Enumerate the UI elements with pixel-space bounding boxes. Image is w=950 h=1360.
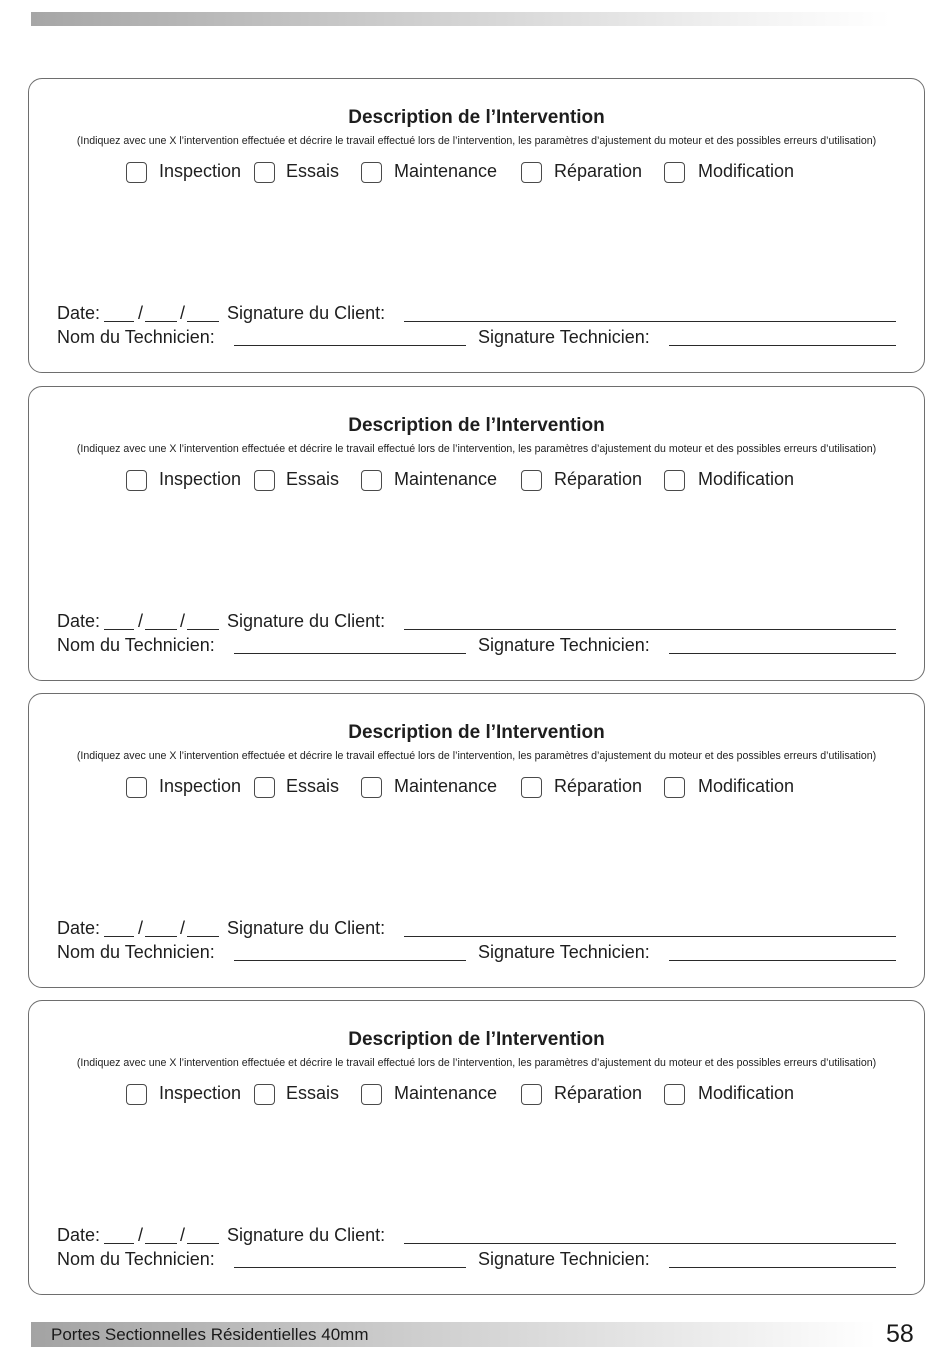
- checkbox-maintenance[interactable]: [361, 162, 382, 183]
- form-instructions: (Indiquez avec une X l’intervention effectuée et décrire le travail effectué lors de l’intervention, les paramètres d’ajustement du moteur et des possibles erreurs d’utilisation): [76, 135, 877, 147]
- footer-bar: [31, 1322, 876, 1347]
- page-number: 58: [886, 1320, 914, 1348]
- technician-row: [57, 1249, 897, 1271]
- date-signature-row: [57, 918, 897, 940]
- checkbox-inspection[interactable]: [126, 470, 147, 491]
- intervention-type-options: [29, 1082, 924, 1106]
- date-signature-row: [57, 1225, 897, 1247]
- form-title: Description de l’Intervention: [348, 415, 605, 436]
- date-month-field[interactable]: [145, 1243, 177, 1244]
- checkbox-inspection[interactable]: [126, 1084, 147, 1105]
- checkbox-modification[interactable]: [664, 777, 685, 798]
- option-label-modification: Modification: [698, 161, 795, 181]
- client-signature-field[interactable]: [404, 936, 896, 937]
- date-separator: /: [138, 611, 144, 631]
- checkbox-reparation[interactable]: [521, 777, 542, 798]
- date-month-field[interactable]: [145, 936, 177, 937]
- option-label-essais: Essais: [286, 776, 340, 796]
- date-label: Date:: [57, 611, 101, 631]
- intervention-form-1: [28, 78, 925, 373]
- technician-name-label: Nom du Technicien:: [57, 327, 215, 347]
- form-instructions: (Indiquez avec une X l’intervention effectuée et décrire le travail effectué lors de l’intervention, les paramètres d’ajustement du moteur et des possibles erreurs d’utilisation): [76, 1057, 877, 1069]
- checkbox-modification[interactable]: [664, 162, 685, 183]
- checkbox-reparation[interactable]: [521, 162, 542, 183]
- technician-row: [57, 327, 897, 349]
- technician-name-field[interactable]: [234, 345, 466, 346]
- date-signature-row: [57, 611, 897, 633]
- date-month-field[interactable]: [145, 629, 177, 630]
- date-day-field[interactable]: [104, 936, 134, 937]
- technician-row: [57, 942, 897, 964]
- checkbox-modification[interactable]: [664, 470, 685, 491]
- technician-signature-label: Signature Technicien:: [478, 327, 650, 347]
- checkbox-maintenance[interactable]: [361, 777, 382, 798]
- option-label-maintenance: Maintenance: [394, 469, 498, 489]
- form-title: Description de l’Intervention: [348, 1029, 605, 1050]
- option-label-maintenance: Maintenance: [394, 161, 498, 181]
- client-signature-field[interactable]: [404, 1243, 896, 1244]
- date-label: Date:: [57, 1225, 101, 1245]
- technician-name-field[interactable]: [234, 1267, 466, 1268]
- client-signature-field[interactable]: [404, 629, 896, 630]
- client-signature-label: Signature du Client:: [227, 918, 386, 938]
- client-signature-label: Signature du Client:: [227, 303, 386, 323]
- form-title: Description de l’Intervention: [348, 722, 605, 743]
- technician-name-label: Nom du Technicien:: [57, 635, 215, 655]
- date-separator: /: [180, 918, 186, 938]
- date-day-field[interactable]: [104, 629, 134, 630]
- checkbox-essais[interactable]: [254, 1084, 275, 1105]
- technician-signature-label: Signature Technicien:: [478, 1249, 650, 1269]
- option-label-reparation: Réparation: [554, 1083, 643, 1103]
- technician-signature-label: Signature Technicien:: [478, 942, 650, 962]
- form-title: Description de l’Intervention: [348, 107, 605, 128]
- date-year-field[interactable]: [187, 321, 219, 322]
- technician-signature-field[interactable]: [669, 653, 896, 654]
- technician-name-field[interactable]: [234, 653, 466, 654]
- technician-signature-field[interactable]: [669, 960, 896, 961]
- option-label-reparation: Réparation: [554, 469, 643, 489]
- client-signature-label: Signature du Client:: [227, 1225, 386, 1245]
- intervention-form-4: [28, 1000, 925, 1295]
- option-label-essais: Essais: [286, 469, 340, 489]
- intervention-form-3: [28, 693, 925, 988]
- intervention-type-options: [29, 468, 924, 492]
- form-instructions: (Indiquez avec une X l’intervention effectuée et décrire le travail effectué lors de l’intervention, les paramètres d’ajustement du moteur et des possibles erreurs d’utilisation): [76, 443, 877, 455]
- form-instructions: (Indiquez avec une X l’intervention effectuée et décrire le travail effectué lors de l’intervention, les paramètres d’ajustement du moteur et des possibles erreurs d’utilisation): [76, 750, 877, 762]
- option-label-modification: Modification: [698, 469, 795, 489]
- date-separator: /: [138, 303, 144, 323]
- checkbox-modification[interactable]: [664, 1084, 685, 1105]
- checkbox-essais[interactable]: [254, 162, 275, 183]
- checkbox-inspection[interactable]: [126, 777, 147, 798]
- date-separator: /: [138, 1225, 144, 1245]
- option-label-inspection: Inspection: [159, 1083, 242, 1103]
- technician-signature-label: Signature Technicien:: [478, 635, 650, 655]
- technician-name-label: Nom du Technicien:: [57, 1249, 215, 1269]
- footer-title: Portes Sectionnelles Résidentielles 40mm: [51, 1325, 369, 1344]
- intervention-form-2: [28, 386, 925, 681]
- client-signature-label: Signature du Client:: [227, 611, 386, 631]
- date-year-field[interactable]: [187, 936, 219, 937]
- date-separator: /: [138, 918, 144, 938]
- checkbox-reparation[interactable]: [521, 1084, 542, 1105]
- option-label-essais: Essais: [286, 1083, 340, 1103]
- date-label: Date:: [57, 303, 101, 323]
- option-label-reparation: Réparation: [554, 776, 643, 796]
- date-separator: /: [180, 611, 186, 631]
- checkbox-maintenance[interactable]: [361, 1084, 382, 1105]
- checkbox-essais[interactable]: [254, 777, 275, 798]
- client-signature-field[interactable]: [404, 321, 896, 322]
- header-decorative-bar: [31, 12, 891, 26]
- intervention-type-options: [29, 160, 924, 184]
- option-label-maintenance: Maintenance: [394, 1083, 498, 1103]
- date-day-field[interactable]: [104, 1243, 134, 1244]
- option-label-essais: Essais: [286, 161, 340, 181]
- technician-row: [57, 635, 897, 657]
- date-day-field[interactable]: [104, 321, 134, 322]
- date-signature-row: [57, 303, 897, 325]
- date-separator: /: [180, 1225, 186, 1245]
- date-year-field[interactable]: [187, 1243, 219, 1244]
- option-label-modification: Modification: [698, 776, 795, 796]
- date-year-field[interactable]: [187, 629, 219, 630]
- option-label-reparation: Réparation: [554, 161, 643, 181]
- date-separator: /: [180, 303, 186, 323]
- option-label-modification: Modification: [698, 1083, 795, 1103]
- checkbox-reparation[interactable]: [521, 470, 542, 491]
- option-label-inspection: Inspection: [159, 161, 242, 181]
- technician-signature-field[interactable]: [669, 345, 896, 346]
- technician-signature-field[interactable]: [669, 1267, 896, 1268]
- checkbox-essais[interactable]: [254, 470, 275, 491]
- option-label-inspection: Inspection: [159, 469, 242, 489]
- technician-name-label: Nom du Technicien:: [57, 942, 215, 962]
- date-label: Date:: [57, 918, 101, 938]
- intervention-type-options: [29, 775, 924, 799]
- date-month-field[interactable]: [145, 321, 177, 322]
- checkbox-maintenance[interactable]: [361, 470, 382, 491]
- option-label-maintenance: Maintenance: [394, 776, 498, 796]
- technician-name-field[interactable]: [234, 960, 466, 961]
- checkbox-inspection[interactable]: [126, 162, 147, 183]
- option-label-inspection: Inspection: [159, 776, 242, 796]
